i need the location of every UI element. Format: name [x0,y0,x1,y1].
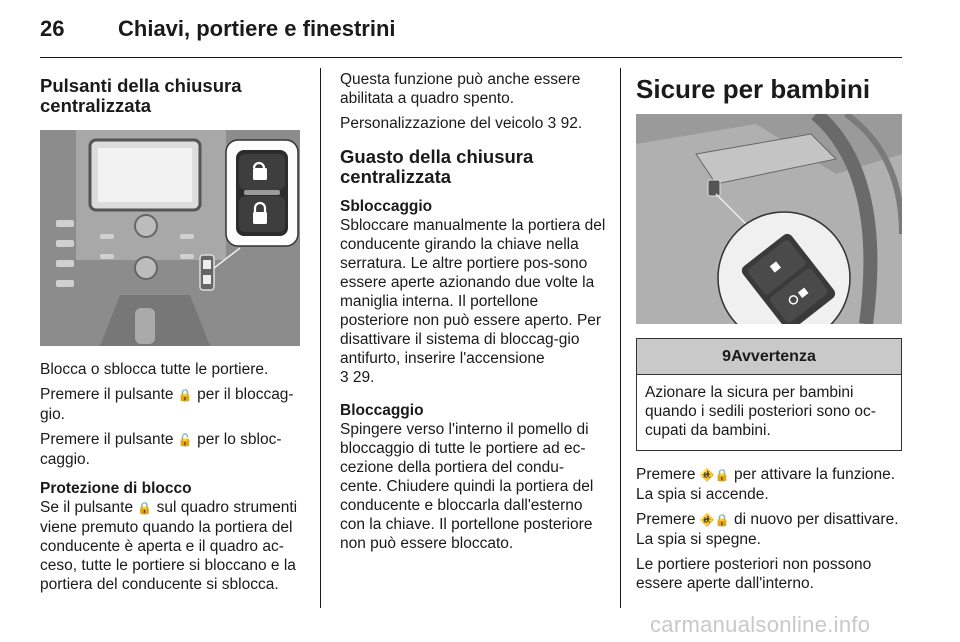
header-divider [40,57,902,58]
paragraph-rear-doors: Le portiere posteriori non possono essere aperte dall'interno. [636,556,872,592]
text-segment: Premere [636,511,700,528]
warning-box [636,338,902,451]
text-segment: Premere il pulsante [40,431,178,448]
paragraph-lock-unlock: Blocca o sblocca tutte le portiere. [40,361,269,378]
text-segment: Se il pulsante [40,499,138,516]
page-header [40,16,902,56]
text-segment: per il bloccag-gio. [40,386,294,423]
column-divider-2 [620,68,621,608]
text-segment: per lo sbloc-caggio. [40,431,282,468]
child-lock-icon: 🚸🔒 [699,513,730,527]
text-segment: di nuovo per disattivare. La spia si spegne. [636,511,899,548]
page-number: 26 [40,16,65,41]
paragraph-lock-button [40,385,308,424]
reference-vehicle-personalisation [340,114,606,133]
section-title-lock-fault: Guasto della chiusura centralizzata [340,146,534,187]
text-segment: sul quadro strumenti viene premuto quando la portiera del conducente è aperta e il quadro ac-ceso, tutte le portiere si bloccano e la portiera del conducente si sblocca. [40,499,298,593]
paragraph-activate [636,465,904,504]
column-divider-1 [320,68,321,608]
text-segment: Premere [636,466,700,483]
text-segment: Premere il pulsante [40,386,178,403]
lock-icon: 🔒 [137,501,153,515]
text-segment: Sbloccare manualmente la portiera del conducente girando la chiave nella serratura. Le altre portiere pos-sono essere aperte azionando due volte la maniglia interna. Il portellone posteriore non può essere aperto. Per disattivare il sistema di bloccag-gio antifurto, inserire l'accensione [340,217,606,367]
paragraph-unlock-button [40,430,308,469]
text-segment: 92. [556,115,583,132]
page-reference-arrow-icon: 3 [340,369,349,386]
warning-body: Azionare la sicura per bambini quando i sedili posteriori sono oc-cupati da bambini. [645,384,876,439]
child-lock-switch-illustration [636,114,902,324]
warning-header [637,339,901,375]
paragraph-ignition-off: Questa funzione può anche essere abilitata a quadro spento. [340,71,581,107]
child-lock-icon: 🚸🔒 [699,468,730,482]
paragraph-unlocking [340,216,606,387]
text-segment: Personalizzazione del veicolo [340,115,548,132]
watermark: carmanualsonline.info [650,612,871,637]
lock-icon: 🔒 [177,388,193,402]
subheading-lock-protection: Protezione di blocco [40,480,192,497]
column-3 [636,70,904,599]
subheading-locking: Bloccaggio [340,402,424,419]
warning-title: Avvertenza [731,348,816,365]
unlock-icon: 🔓 [177,433,193,447]
column-1 [40,70,308,600]
paragraph-lock-protection [40,498,308,594]
text-segment: 29. [348,369,375,386]
paragraph-deactivate [636,510,904,549]
warning-triangle-icon: 9 [722,348,732,365]
text-segment: per attivare la funzione. La spia si accende. [636,466,896,503]
page-reference-arrow-icon: 3 [547,115,557,132]
central-locking-buttons-illustration [40,130,300,346]
column-2 [340,70,606,559]
section-title-central-locking: Pulsanti della chiusura centralizzata [40,75,242,116]
section-title-child-locks: Sicure per bambini [636,74,871,104]
chapter-title: Chiavi, portiere e finestrini [118,16,396,41]
paragraph-locking: Spingere verso l'interno il pomello di bloccaggio di tutte le portiere ad ec-cezione della portiera del condu-cente. Chiudere quindi la portiera del conducente e bloccarla dall'esterno con la chiave. Il portellone posteriore non può essere bloccato. [340,421,594,552]
subheading-unlocking: Sbloccaggio [340,198,433,215]
